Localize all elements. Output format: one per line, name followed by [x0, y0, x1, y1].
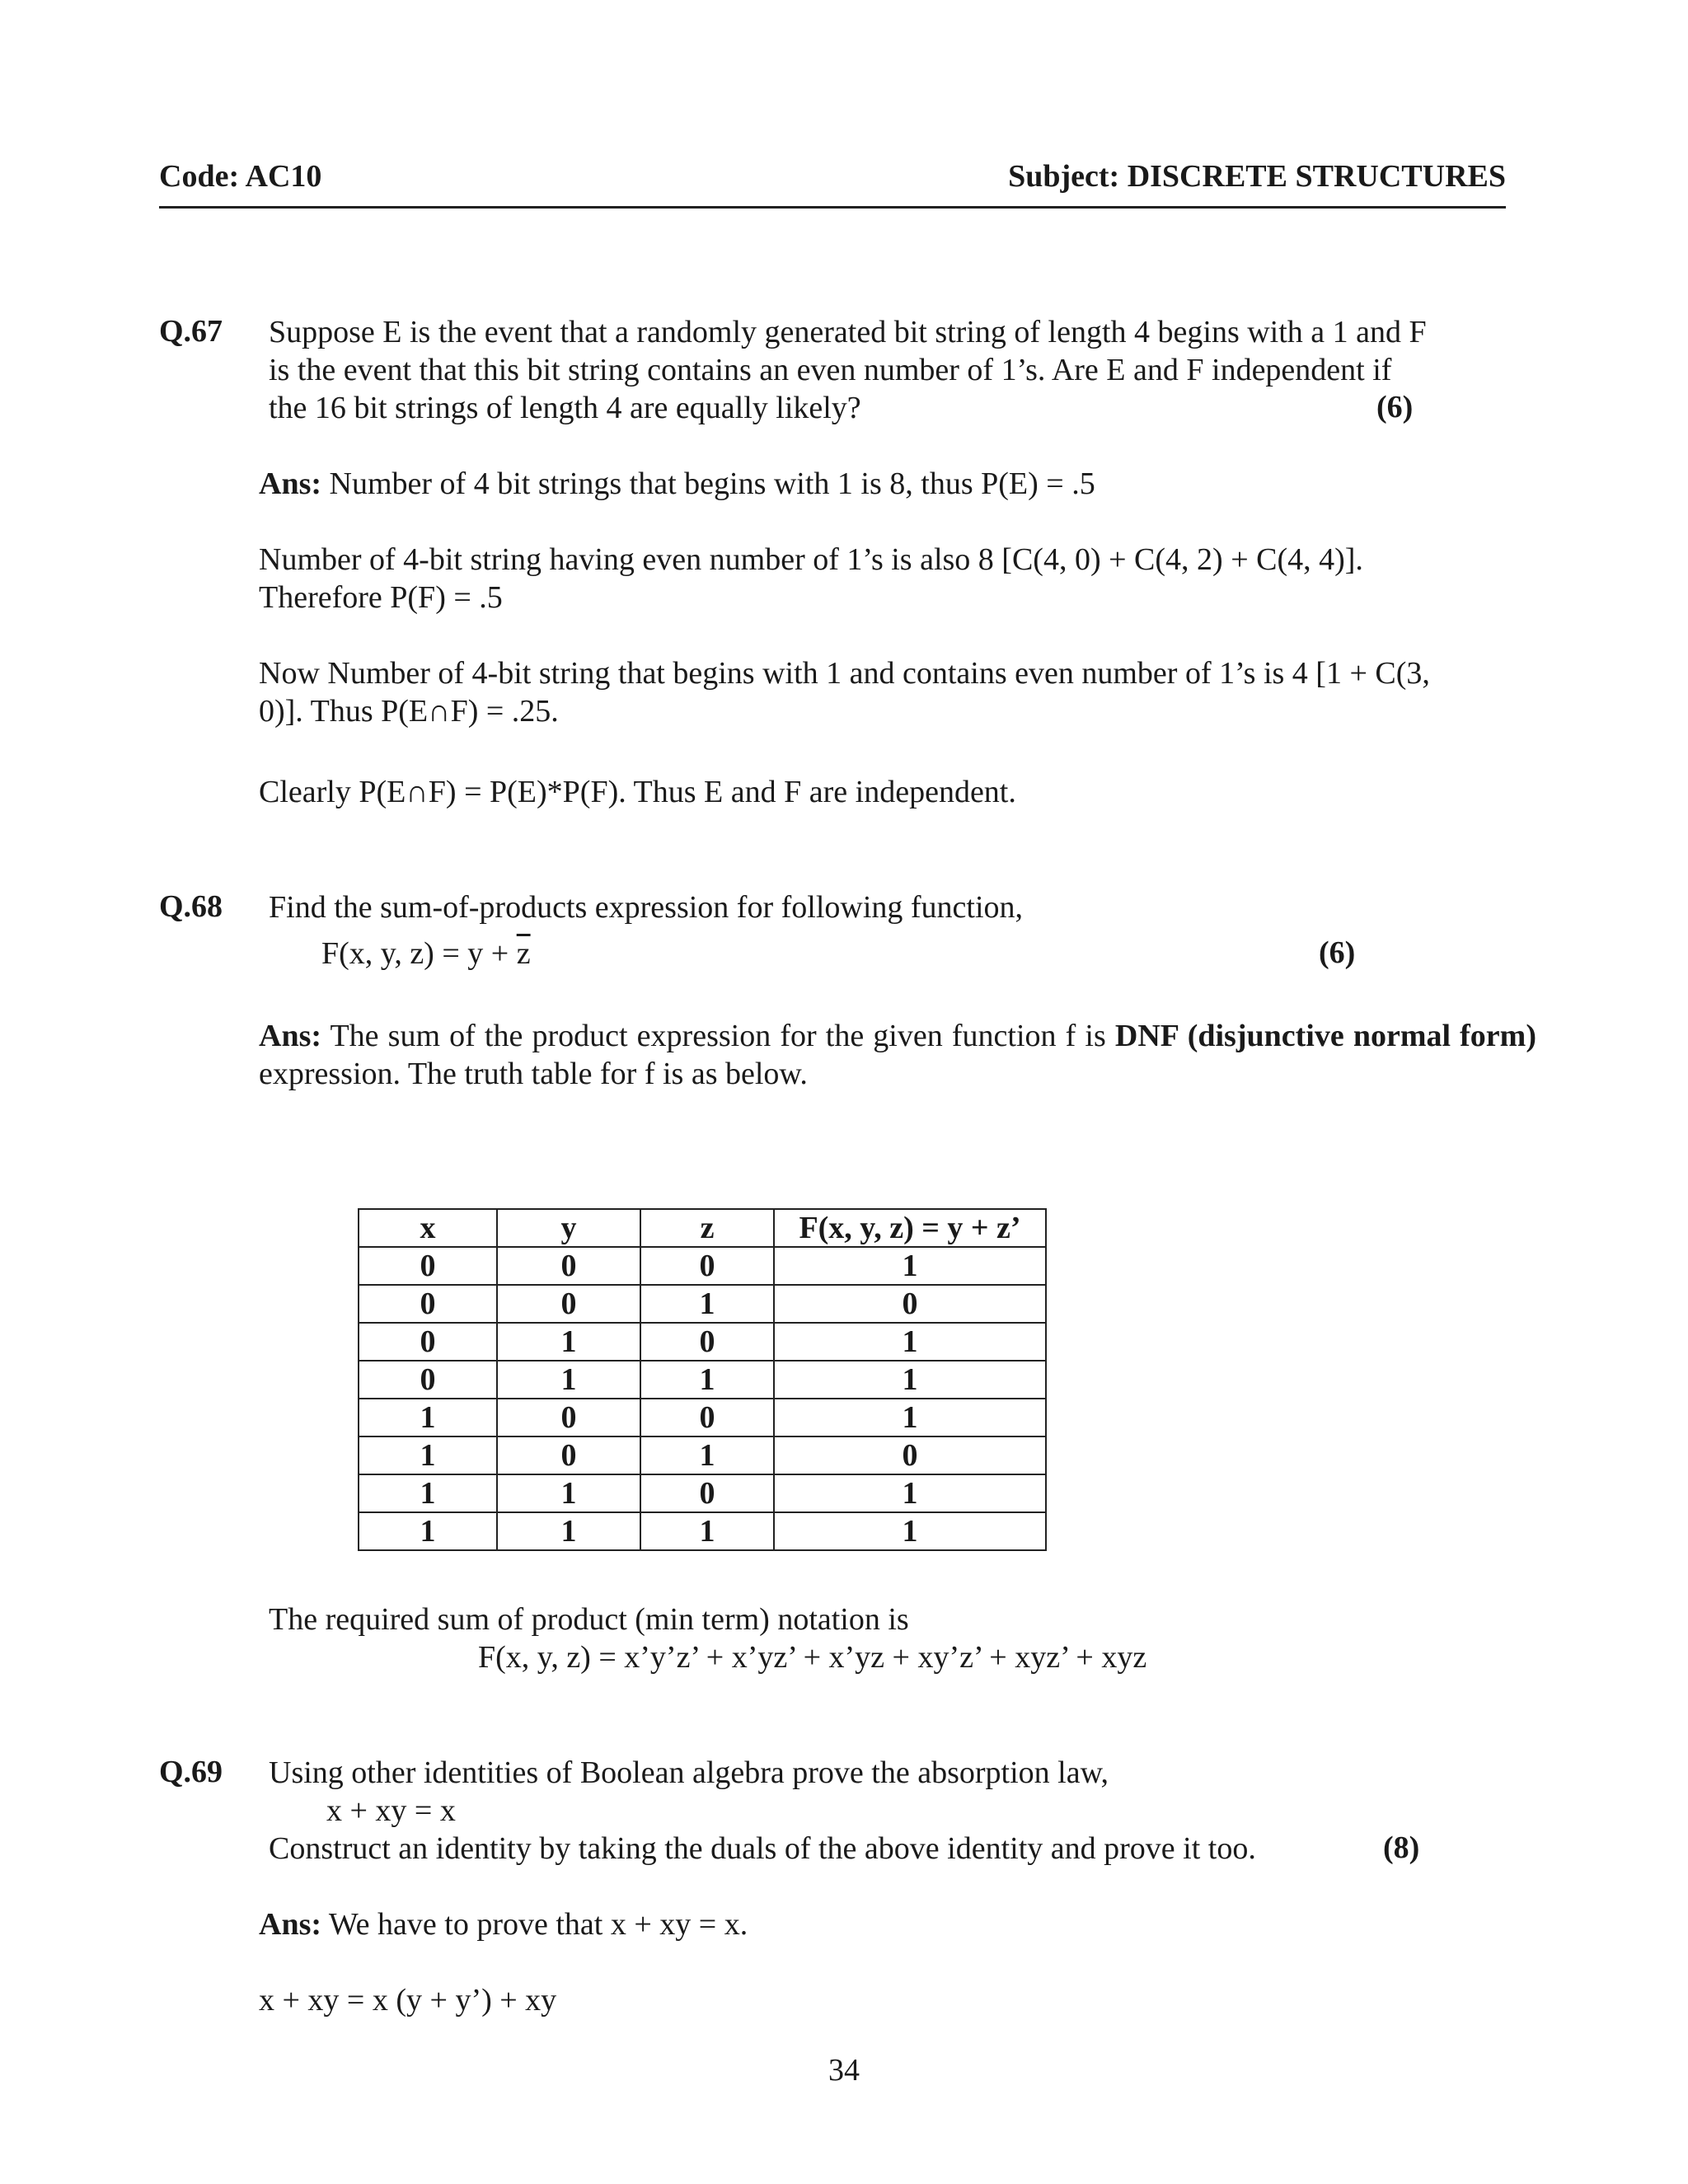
q68-function-left: F(x, y, z) = y + [321, 936, 517, 971]
q69-answer-2: x + xy = x (y + y’) + xy [259, 1983, 557, 2018]
q68-result: F(x, y, z) = x’y’z’ + x’yz’ + x’yz + xy’z’ + xyz’ + xyz [478, 1640, 1147, 1675]
q69-line1: Using other identities of Boolean algebra prove the absorption law, [269, 1755, 1109, 1790]
table-row [359, 1247, 1046, 1285]
table-cell: 0 [497, 1399, 640, 1436]
table-row [359, 1512, 1046, 1550]
table-cell: 1 [640, 1361, 774, 1399]
truth-table [358, 1208, 1047, 1551]
table-cell: 1 [774, 1361, 1046, 1399]
truth-table-header-row [359, 1209, 1046, 1247]
q68-function-bar: $\overline{z}$ [516, 936, 531, 971]
table-cell: 1 [774, 1247, 1046, 1285]
table-cell: 1 [497, 1323, 640, 1361]
table-cell: 0 [640, 1474, 774, 1512]
q68-ans-bold: DNF (disjunctive normal form) [1114, 1019, 1536, 1053]
table-cell: 1 [640, 1512, 774, 1550]
table-cell: 0 [359, 1323, 497, 1361]
table-cell: 0 [497, 1436, 640, 1474]
q67-line1: Suppose E is the event that a randomly generated bit string of length 4 begins with a 1 and F [269, 315, 1427, 349]
page-number: 34 [828, 2053, 860, 2088]
table-cell: 0 [497, 1285, 640, 1323]
table-cell: 0 [774, 1285, 1046, 1323]
q67-line3: the 16 bit strings of length 4 are equally likely? [269, 391, 861, 425]
table-cell: 1 [497, 1361, 640, 1399]
q68-ans-label: Ans: [259, 1019, 322, 1053]
q68-number: Q.68 [159, 889, 223, 924]
q69-ans-label: Ans: [259, 1907, 322, 1942]
table-cell: 1 [497, 1474, 640, 1512]
table-cell: 0 [359, 1361, 497, 1399]
table-cell: 1 [640, 1285, 774, 1323]
q67-answer-3a: Now Number of 4-bit string that begins with 1 and contains even number of 1’s is 4 [1 + C(3, [259, 656, 1430, 691]
header-rule [159, 206, 1506, 209]
table-cell: 1 [774, 1474, 1046, 1512]
q69-marks: (8) [1383, 1830, 1420, 1865]
q69-answer-1 [259, 1905, 748, 1943]
q68-question: Find the sum-of-products expression for following function, [269, 890, 1024, 925]
q68-function [321, 935, 531, 972]
q67-line2: is the event that this bit string contains an even number of 1’s. Are E and F independent if [269, 353, 1392, 387]
q68-answer [259, 1017, 1536, 1093]
table-cell: 1 [359, 1436, 497, 1474]
q69-line2: x + xy = x [326, 1793, 456, 1828]
truth-table-header: y [497, 1209, 640, 1247]
q68-ans-text1: The sum of the product expression for the given function f is [321, 1019, 1115, 1053]
table-cell: 0 [640, 1399, 774, 1436]
truth-table-header: z [640, 1209, 774, 1247]
table-row [359, 1399, 1046, 1436]
q68-marks: (6) [1319, 935, 1356, 970]
table-row [359, 1361, 1046, 1399]
q68-ans-text2: expression. The truth table for f is as below. [259, 1057, 808, 1091]
table-cell: 1 [359, 1474, 497, 1512]
q67-answer-2a: Number of 4-bit string having even number of 1’s is also 8 [C(4, 0) + C(4, 2) + C(4, 4)]. [259, 542, 1363, 577]
table-cell: 0 [497, 1247, 640, 1285]
q67-ans-label: Ans: [259, 466, 322, 501]
q67-answer-1 [259, 465, 1095, 503]
header-code: Code: AC10 [159, 159, 322, 194]
table-cell: 1 [359, 1512, 497, 1550]
truth-table-header: F(x, y, z) = y + z’ [774, 1209, 1046, 1247]
q67-ans1-text: Number of 4 bit strings that begins with 1 is 8, thus P(E) = .5 [321, 466, 1095, 501]
q67-answer-2b: Therefore P(F) = .5 [259, 580, 503, 615]
table-cell: 0 [640, 1247, 774, 1285]
table-cell: 0 [640, 1323, 774, 1361]
q68-required-text: The required sum of product (min term) notation is [269, 1602, 909, 1637]
q67-answer-3b: 0)]. Thus P(E∩F) = .25. [259, 694, 559, 729]
table-cell: 1 [774, 1512, 1046, 1550]
truth-table-header: x [359, 1209, 497, 1247]
table-row [359, 1323, 1046, 1361]
table-cell: 0 [359, 1285, 497, 1323]
q69-line3: Construct an identity by taking the duals of the above identity and prove it too. [269, 1831, 1256, 1866]
table-cell: 1 [497, 1512, 640, 1550]
table-cell: 1 [774, 1399, 1046, 1436]
table-cell: 0 [359, 1247, 497, 1285]
table-cell: 1 [640, 1436, 774, 1474]
q69-ans1-text: We have to prove that x + xy = x. [321, 1907, 748, 1942]
table-cell: 1 [359, 1399, 497, 1436]
table-cell: 0 [774, 1436, 1046, 1474]
q67-number: Q.67 [159, 314, 223, 349]
header-subject: Subject: DISCRETE STRUCTURES [1008, 159, 1506, 194]
q67-answer-4: Clearly P(E∩F) = P(E)*P(F). Thus E and F are independent. [259, 775, 1016, 809]
table-row [359, 1436, 1046, 1474]
table-row [359, 1474, 1046, 1512]
q69-number: Q.69 [159, 1755, 223, 1789]
table-row [359, 1285, 1046, 1323]
table-cell: 1 [774, 1323, 1046, 1361]
q67-marks: (6) [1376, 390, 1414, 424]
